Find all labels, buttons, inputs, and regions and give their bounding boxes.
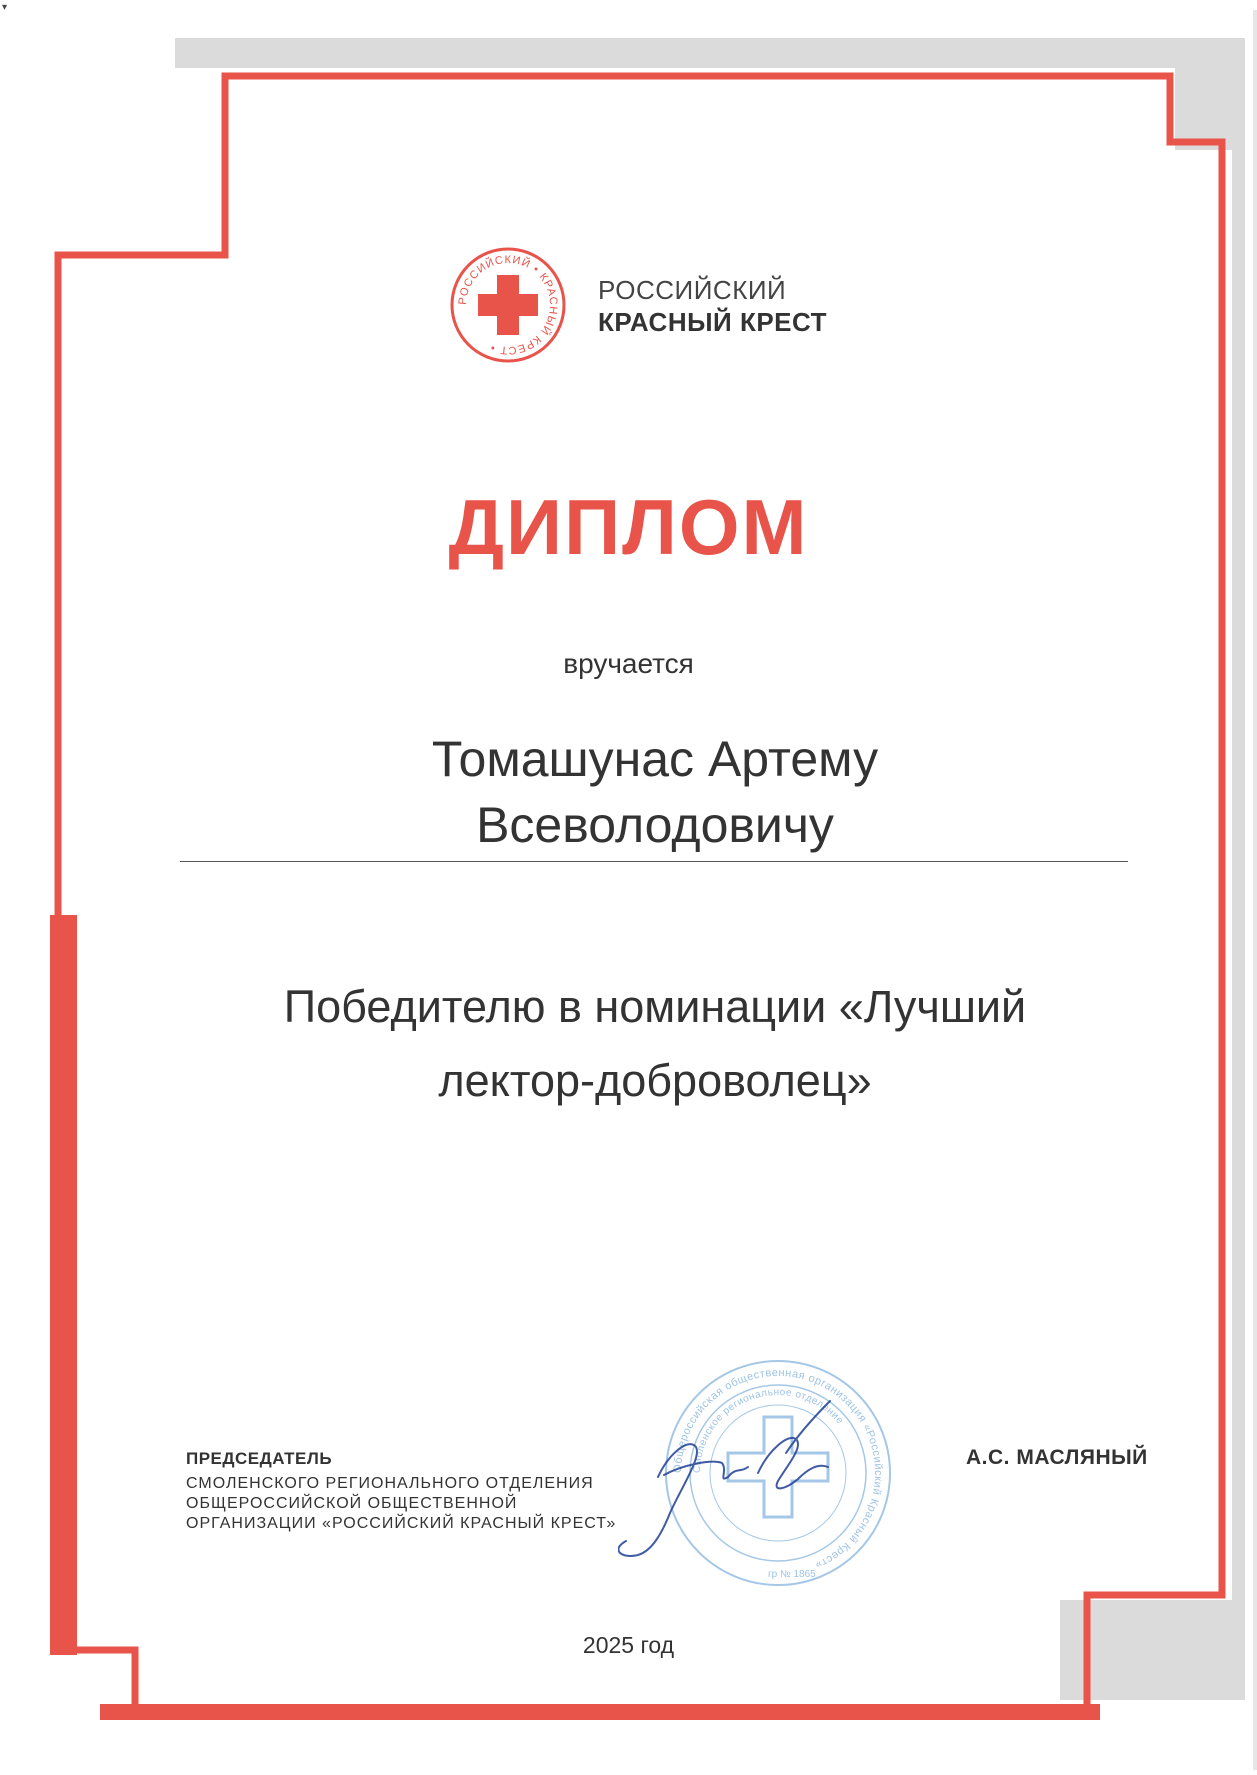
issue-year: 2025 год — [582, 1632, 675, 1658]
signer-role: ПРЕДСЕДАТЕЛЬ — [186, 1449, 333, 1468]
signer-organization-line1: СМОЛЕНСКОГО РЕГИОНАЛЬНОГО ОТДЕЛЕНИЯ — [186, 1475, 594, 1492]
scan-edge-shadow — [1253, 10, 1257, 1770]
signer-organization — [186, 1474, 616, 1534]
emblem-ring-text: РОССИЙСКИЙ • КРАСНЫЙ КРЕСТ • — [456, 253, 560, 357]
official-seal-icon — [618, 1355, 918, 1595]
awarded-to-label: вручается — [563, 648, 694, 679]
signer-name: А.С. МАСЛЯНЫЙ — [966, 1446, 1148, 1469]
nomination-text — [180, 970, 1130, 1118]
diploma-title: ДИПЛОМ — [448, 483, 809, 571]
recipient-name-line1: Томашунас Артему — [431, 731, 879, 787]
red-cross-emblem-icon — [448, 245, 568, 365]
handwritten-signature-icon — [618, 1401, 830, 1556]
seal-inner-text: Смоленское региональное отделение — [691, 1386, 846, 1474]
signer-organization-line2: ОБЩЕРОССИЙСКОЙ ОБЩЕСТВЕННОЙ — [186, 1495, 518, 1512]
nomination-line1: Победителю в номинации «Лучший — [283, 981, 1027, 1032]
organization-name-line2: КРАСНЫЙ КРЕСТ — [598, 307, 828, 337]
recipient-name-line2: Всеволодовичу — [476, 797, 834, 853]
seal-number-text: гр № 1865 — [768, 1569, 816, 1580]
nomination-line2: лектор-доброволец» — [438, 1055, 872, 1106]
seal-outer-text: Общероссийская общественная организация «Российский Красный Крест» — [671, 1366, 885, 1572]
organization-logo — [448, 245, 888, 375]
scan-corner-mark: ▾ — [2, 2, 8, 13]
organization-name-line1: РОССИЙСКИЙ — [598, 275, 787, 305]
frame-red-bottom-band — [100, 1704, 1100, 1720]
frame-red-left-band — [50, 915, 77, 1655]
recipient-name — [180, 726, 1130, 858]
signer-organization-line3: ОРГАНИЗАЦИИ «РОССИЙСКИЙ КРАСНЫЙ КРЕСТ» — [186, 1515, 617, 1532]
recipient-underline — [180, 861, 1128, 862]
